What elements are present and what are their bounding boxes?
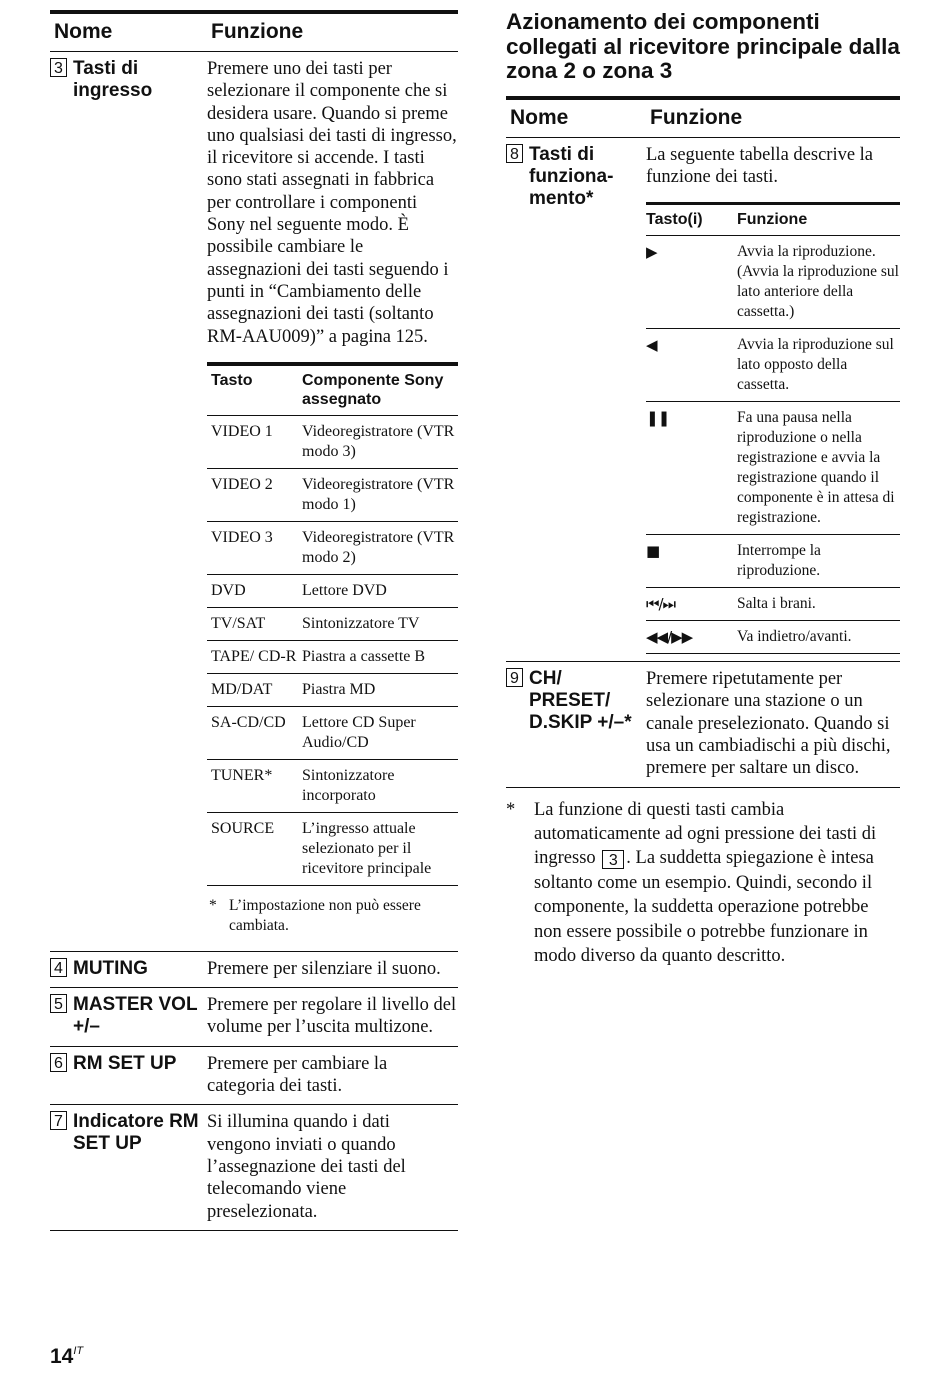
item-number: 5 <box>50 994 67 1013</box>
item-number: 4 <box>50 958 67 977</box>
row-name <box>50 994 207 1039</box>
function-cell: Avvia la riproduzione sul lato opposto della cassetta. <box>737 336 894 394</box>
component-cell: Piastra MD <box>302 680 376 698</box>
subtable-header <box>207 362 458 416</box>
item-label: Indicatore RM SET UP <box>73 1111 199 1155</box>
subtable-row <box>207 760 458 813</box>
header-function: Funzione <box>211 20 304 43</box>
function-text: Si illumina quando i dati vengono inviati o quando l’assegnazione dei tasti del telecomando viene preselezionata. <box>207 1112 406 1222</box>
key-cell: SA-CD/CD <box>211 713 286 731</box>
key-cell: MD/DAT <box>211 680 273 698</box>
function-text: La seguente tabella descrive la funzione dei tasti. <box>646 144 874 187</box>
left-column <box>50 10 458 1231</box>
row-name <box>506 668 646 779</box>
table-row <box>50 52 458 952</box>
footnote-text <box>534 798 900 969</box>
item-number: 9 <box>506 668 523 687</box>
item-number: 6 <box>50 1053 67 1072</box>
subtable-row <box>207 707 458 760</box>
page-number-value: 14 <box>50 1345 74 1368</box>
section-title: Azionamento dei componenti collegati al ricevitore principale dalla zona 2 o zona 3 <box>506 9 900 83</box>
row-name <box>50 1053 207 1098</box>
subheader-key: Tasto(i) <box>646 211 703 229</box>
header-name: Nome <box>54 20 113 43</box>
table-row <box>50 988 458 1047</box>
note-asterisk: * <box>209 896 217 914</box>
pause-icon: ❚❚ <box>646 409 670 428</box>
item-label: RM SET UP <box>73 1052 177 1074</box>
table-row <box>50 1047 458 1106</box>
subtable-row <box>207 522 458 575</box>
subtable-row <box>646 236 900 329</box>
component-cell: Piastra a cassette B <box>302 647 426 665</box>
table-row <box>50 1105 458 1230</box>
row-name <box>50 958 207 980</box>
left-table-header <box>50 10 458 52</box>
header-function: Funzione <box>650 105 743 129</box>
key-cell: VIDEO 2 <box>211 475 273 493</box>
table-row <box>506 662 900 787</box>
right-table-header <box>506 96 900 138</box>
item-label: MUTING <box>73 957 148 979</box>
component-cell: Sintonizzatore incorporato <box>302 766 395 804</box>
function-text: Premere per silenziare il suono. <box>207 958 441 979</box>
component-cell: Videoregistratore (VTR modo 2) <box>302 528 455 566</box>
subtable-row <box>207 608 458 641</box>
subtable-row <box>646 588 900 621</box>
item-number: 8 <box>506 144 523 163</box>
function-cell: Va indietro/avanti. <box>737 628 852 646</box>
reverse-play-icon: ◀ <box>646 336 657 355</box>
subtable-row <box>646 329 900 402</box>
page-language: IT <box>73 1345 84 1357</box>
row-name <box>50 1111 207 1222</box>
play-icon: ▶ <box>646 243 657 262</box>
subheader-component: Componente Sony assegnato <box>302 371 444 408</box>
subtable-row <box>207 416 458 469</box>
subtable-row <box>207 575 458 608</box>
subheader-key: Tasto <box>211 371 253 389</box>
key-cell: VIDEO 1 <box>211 422 273 440</box>
item-number: 3 <box>50 58 67 77</box>
footnote-asterisk: * <box>506 799 516 820</box>
item-label: MASTER VOL +/– <box>73 994 198 1038</box>
subtable-row <box>646 402 900 535</box>
component-cell: Sintonizzatore TV <box>302 614 420 632</box>
item-label: Tasti di funziona-mento* <box>529 143 614 209</box>
item-label: CH/ PRESET/ D.SKIP +/–* <box>529 668 632 734</box>
function-text: Premere uno dei tasti per selezionare il componente che si desidera usare. Quando si preme uno qualsiasi dei tasti di ingresso, il ricevitore si accende. I tasti sono stati assegnati in fabbrica per controllare i componenti Sony nel seguente modo. È possibile cambiare le assegnazioni dei tasti seguendo i punti in “Cambiamento delle assegnazioni dei tasti (soltanto RM-AAU009)” a pagina 125. <box>207 59 457 347</box>
function-cell: Salta i brani. <box>737 595 816 613</box>
item-label: Tasti di ingresso <box>73 58 153 101</box>
key-cell: TUNER* <box>211 766 273 784</box>
subtable-header <box>646 202 900 236</box>
operation-keys-table <box>646 202 900 654</box>
function-text: Premere per cambiare la categoria dei tasti. <box>207 1053 388 1097</box>
page-number <box>50 1345 83 1369</box>
subtable-row <box>207 469 458 522</box>
component-cell: Videoregistratore (VTR modo 1) <box>302 475 455 513</box>
header-name: Nome <box>510 105 569 129</box>
function-cell: Interrompe la riproduzione. <box>737 542 821 580</box>
item-number: 3 <box>602 850 624 869</box>
footnote-after: . La suddetta spiegazione è intesa soltanto come un esempio. Quindi, secondo il componente, la suddetta operazione potrebbe non essere possibile o potrebbe funzionare in modo diverso da quanto descritto. <box>534 848 874 967</box>
subtable-row <box>646 621 900 654</box>
function-text: Premere ripetutamente per selezionare una stazione o un canale preselezionato. Quando si usa un cambiadischi a più dischi, premere per saltare un disco. <box>646 669 891 779</box>
function-text: Premere per regolare il livello del volume per l’uscita multizone. <box>207 995 457 1038</box>
footnote <box>506 798 900 969</box>
skip-icon: ⏮/⏭ <box>646 595 676 614</box>
key-cell: VIDEO 3 <box>211 528 273 546</box>
row-function <box>207 58 458 944</box>
table-row <box>506 138 900 663</box>
key-cell: SOURCE <box>211 819 275 837</box>
rewind-forward-icon: ◀◀/▶▶ <box>646 628 693 647</box>
item-number: 7 <box>50 1111 67 1130</box>
component-cell: Lettore DVD <box>302 581 387 599</box>
row-function <box>646 144 900 655</box>
table-row <box>50 952 458 988</box>
component-cell: Lettore CD Super Audio/CD <box>302 713 416 751</box>
note-text: L’impostazione non può essere cambiata. <box>229 896 421 934</box>
component-cell: Videoregistratore (VTR modo 3) <box>302 422 455 460</box>
key-cell: TAPE/ CD-R <box>211 647 297 665</box>
subtable-row <box>207 641 458 674</box>
subtable-note <box>207 886 458 944</box>
row-name <box>50 58 207 944</box>
key-cell: TV/SAT <box>211 614 266 632</box>
stop-icon: ■ <box>646 542 660 561</box>
subtable-row <box>207 813 458 886</box>
row-name <box>506 144 646 655</box>
function-cell: Fa una pausa nella riproduzione o nella registrazione e avvia la registrazione quando il componente è in attesa di registrazione. <box>737 409 895 527</box>
right-column <box>506 10 900 968</box>
component-cell: L’ingresso attuale selezionato per il ricevitore principale <box>302 819 432 877</box>
key-cell: DVD <box>211 581 246 599</box>
footnote-before: La funzione di questi tasti cambia automaticamente ad ogni pressione dei tasti di ingresso <box>534 799 877 869</box>
subtable-row <box>207 674 458 707</box>
input-keys-table <box>207 362 458 944</box>
subheader-function: Funzione <box>737 211 808 229</box>
subtable-row <box>646 535 900 588</box>
function-cell: Avvia la riproduzione. (Avvia la riproduzione sul lato anteriore della cassetta.) <box>737 243 899 321</box>
